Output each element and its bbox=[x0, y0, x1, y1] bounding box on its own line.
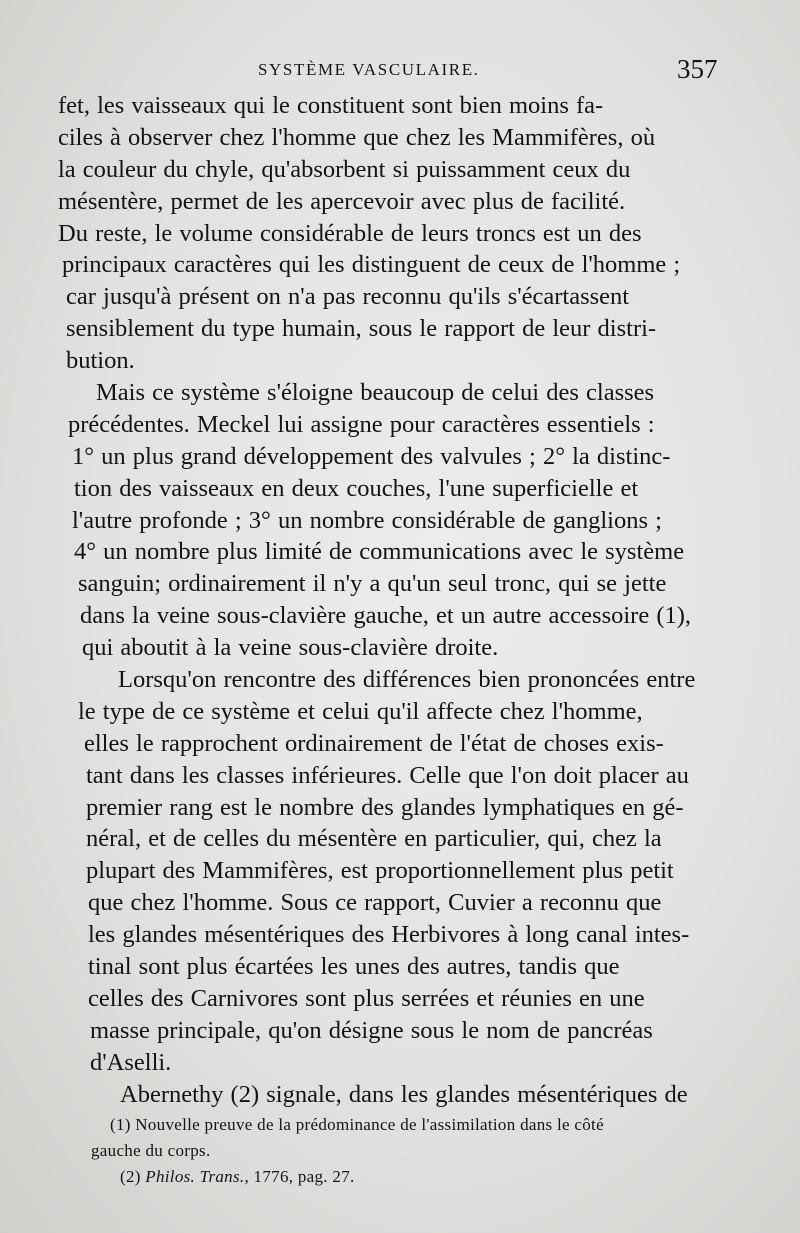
footnote-2-marker: (2) bbox=[120, 1167, 141, 1186]
text-line: sensiblement du type humain, sous le rapport de leur distri- bbox=[66, 315, 657, 343]
text-line: tinal sont plus écartées les unes des autres, tandis que bbox=[88, 953, 620, 981]
page-header bbox=[0, 54, 800, 88]
text-line: 1° un plus grand développement des valvules ; 2° la distinc- bbox=[72, 442, 671, 470]
text-line: tion des vaisseaux en deux couches, l'une superficielle et bbox=[74, 474, 639, 502]
text-line: Abernethy (2) signale, dans les glandes mésentériques de bbox=[120, 1080, 688, 1108]
paragraph bbox=[58, 90, 758, 377]
text-line: premier rang est le nombre des glandes lymphatiques en gé- bbox=[86, 793, 684, 821]
text-line: masse principale, qu'on désigne sous le nom de pancréas bbox=[90, 1016, 653, 1044]
text-line: celles des Carnivores sont plus serrées et réunies en une bbox=[88, 984, 645, 1012]
text-line: précédentes. Meckel lui assigne pour caractères essentiels : bbox=[68, 410, 655, 438]
text-line: l'autre profonde ; 3° un nombre considérable de ganglions ; bbox=[72, 506, 662, 534]
text-line: car jusqu'à présent on n'a pas reconnu qu'ils s'écartassent bbox=[66, 283, 630, 311]
text-line: 4° un nombre plus limité de communications avec le système bbox=[74, 538, 685, 566]
text-line: fet, les vaisseaux qui le constituent sont bien moins fa- bbox=[58, 92, 604, 119]
footnote-1-continuation: gauche du corps. bbox=[91, 1141, 211, 1160]
footnote-2-source: Philos. Trans. bbox=[145, 1167, 245, 1186]
text-line: mésentère, permet de les apercevoir avec plus de facilité. bbox=[58, 187, 626, 215]
text-line: Du reste, le volume considérable de leurs troncs est un des bbox=[58, 219, 642, 247]
text-line: d'Aselli. bbox=[90, 1048, 172, 1076]
text-line: sanguin; ordinairement il n'y a qu'un seul tronc, qui se jette bbox=[78, 570, 667, 598]
text-line: dans la veine sous-clavière gauche, et un autre accessoire (1), bbox=[80, 602, 692, 630]
text-line: Mais ce système s'éloigne beaucoup de celui des classes bbox=[96, 379, 655, 407]
footnote-2-details: , 1776, pag. 27. bbox=[244, 1167, 355, 1186]
paragraph bbox=[58, 664, 758, 1079]
text-line: elles le rapprochent ordinairement de l'état de choses exis- bbox=[84, 729, 664, 757]
paragraph bbox=[58, 377, 758, 664]
text-line: qui aboutit à la veine sous-clavière droite. bbox=[82, 634, 499, 662]
text-line: la couleur du chyle, qu'absorbent si puissamment ceux du bbox=[58, 155, 631, 183]
text-line: plupart des Mammifères, est proportionnellement plus petit bbox=[86, 857, 674, 885]
footnotes bbox=[91, 1112, 770, 1190]
text-line: tant dans les classes inférieures. Celle que l'on doit placer au bbox=[86, 761, 689, 789]
paragraph bbox=[58, 1079, 758, 1111]
running-title: SYSTÈME VASCULAIRE. bbox=[258, 60, 480, 79]
text-line: le type de ce système et celui qu'il affecte chez l'homme, bbox=[78, 697, 643, 725]
text-line: principaux caractères qui les distinguent de ceux de l'homme ; bbox=[62, 251, 681, 279]
text-line: bution. bbox=[66, 347, 135, 375]
text-line: que chez l'homme. Sous ce rapport, Cuvier a reconnu que bbox=[88, 889, 662, 917]
body-text bbox=[58, 90, 758, 1111]
text-line: néral, et de celles du mésentère en particulier, qui, chez la bbox=[86, 825, 662, 853]
page-number: 357 bbox=[677, 54, 718, 84]
footnote-1-line: (1) Nouvelle preuve de la prédominance de l'assimilation dans le côté bbox=[110, 1115, 604, 1134]
footnote-2-line bbox=[120, 1164, 770, 1190]
text-line: les glandes mésentériques des Herbivores à long canal intes- bbox=[88, 921, 690, 949]
text-line: Lorsqu'on rencontre des différences bien prononcées entre bbox=[118, 666, 696, 694]
text-line: ciles à observer chez l'homme que chez les Mammifères, où bbox=[58, 123, 656, 151]
